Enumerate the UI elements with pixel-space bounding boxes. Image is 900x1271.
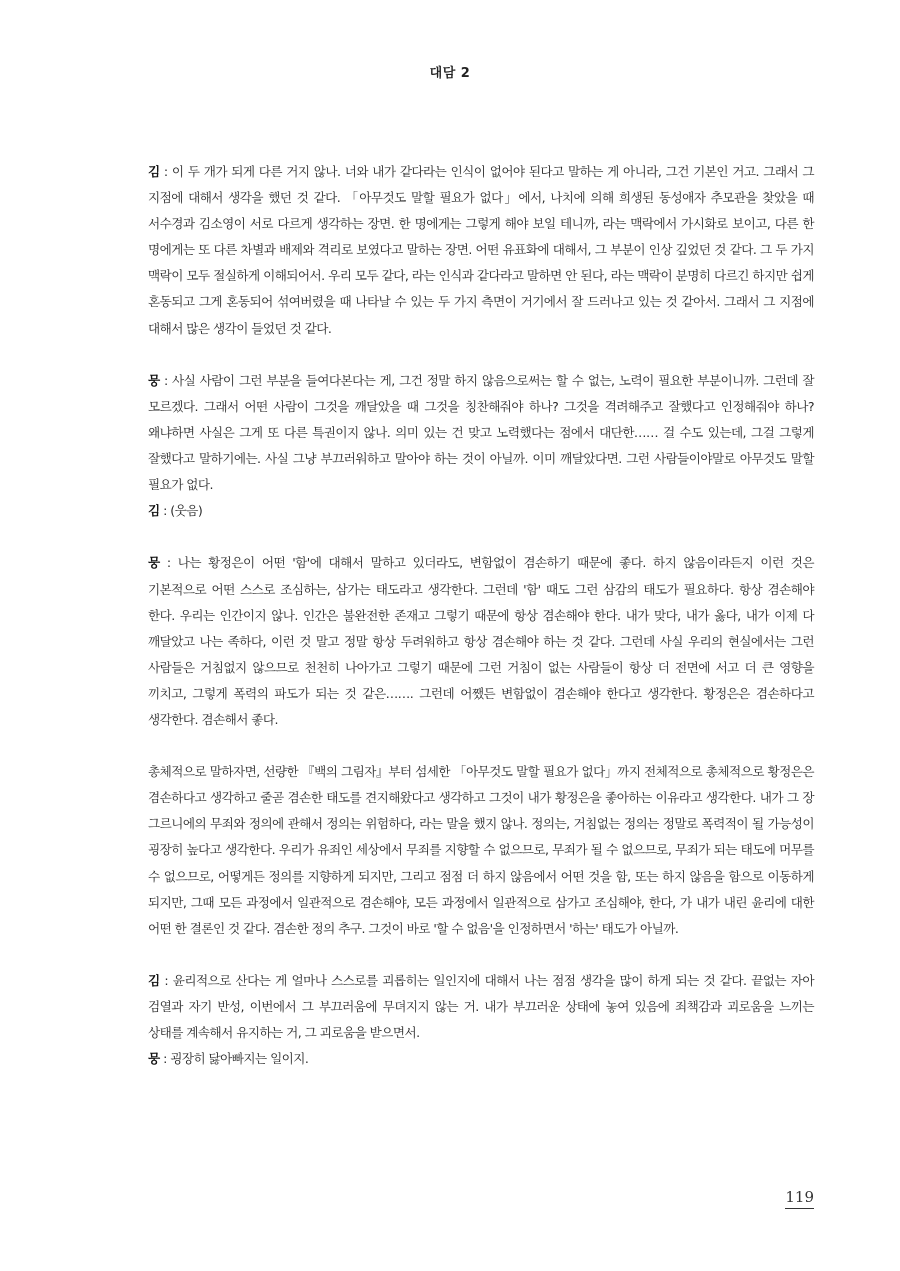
paragraph [148,759,814,942]
speaker-label: 김 [148,972,160,988]
paragraph-text: 이 두 개가 되게 다른 거지 않나. 너와 내가 같다라는 인식이 없어야 된다고 말하는 게 아니라, 그건 기본인 거고. 그래서 그 지점에 대해서 생각을 했던 것 같다. 「아무것도 말할 필요가 없다」에서, 나치에 의해 희생된 동성애자 추모관을 찾았을 때 서수경과 김소영이 서로 다르게 생각하는 장면. 한 명에게는 그렇게 해야 보일 테니까, 라는 맥락에서 가시화로 보이고, 다른 한 명에게는 또 다른 차별과 배제와 격리로 보였다고 말하는 장면. 어떤 유표화에 대해서, 그 부분이 인상 깊었던 것 같다. 그 두 가지 맥락이 모두 절실하게 이해되어서. 우리 모두 같다, 라는 인식과 같다라고 말하면 안 된다, 라는 맥락이 분명히 다르긴 하지만 쉽게 혼동되고 그게 혼동되어 섞여버렸을 때 나타날 수 있는 두 가지 측면이 거기에서 잘 드러나고 있는 것 같아서. 그래서 그 지점에 대해서 많은 생각이 들었던 것 같다. [148,164,814,336]
speaker-label: 김 [148,503,160,519]
paragraph-text: 총체적으로 말하자면, 선량한 『백의 그림자』부터 섬세한 「아무것도 말할 필요가 없다」까지 전체적으로 총체적으로 황정은은 겸손하다고 생각하고 줄곧 겸손한 태도를 견지해왔다고 생각하고 그것이 내가 황정은을 좋아하는 이유라고 생각한다. 내가 그 장 그르니에의 무죄와 정의에 관해서 정의는 위험하다, 라는 말을 했지 않나. 정의는, 거침없는 정의는 정말로 폭력적이 될 가능성이 굉장히 높다고 생각한다. 우리가 유죄인 세상에서 무죄를 지향할 수 없으므로, 무죄가 될 수 없으므로, 무죄가 되는 태도에 머무를 수 없으므로, 어떻게든 정의를 지향하게 되지만, 그리고 점점 더 하지 않음에서 어떤 것을 함, 또는 하지 않음을 함으로 이동하게 되지만, 그때 모든 과정에서 일관적으로 겸손해야, 모든 과정에서 일관적으로 삼가고 조심해야, 한다, 가 내가 내린 윤리에 대한 어떤 한 결론인 것 같다. 겸손한 정의 추구. 그것이 바로 '할 수 없음'을 인정하면서 '하는' 태도가 아닐까. [148,764,814,936]
speaker-separator: : [159,972,173,988]
paragraph-text: 굉장히 닳아빠지는 일이지. [170,1051,309,1067]
speaker-label: 김 [148,164,160,179]
running-head: 대담 2 [429,66,471,81]
paragraph-gap [148,342,814,368]
paragraph-text: 윤리적으로 산다는 게 얼마나 스스로를 괴롭히는 일인지에 대해서 나는 점점 생각을 많이 하게 되는 것 같다. 끝없는 자아 검열과 자기 반성, 이번에서 그 부끄러움에 무뎌지지 않는 거. 내가 부끄러운 상태에 놓여 있음에 죄책감과 괴로움을 느끼는 상태를 계속해서 유지하는 거, 그 괴로움을 받으면서. [148,972,814,1041]
paragraph [148,550,814,733]
speaker-separator: : [159,372,173,388]
interview-body [148,159,814,1072]
paragraph [148,1046,814,1072]
speaker-separator: : [159,1051,171,1067]
paragraph-gap [148,942,814,968]
speaker-label: 뭉 [148,372,160,388]
paragraph-gap [148,733,814,759]
paragraph-text: 나는 황정은이 어떤 '함'에 대해서 말하고 있더라도, 변함없이 겸손하기 때문에 좋다. 하지 않음이라든지 이런 것은 기본적으로 어떤 스스로 조심하는, 삼가는 태도라고 생각한다. 그런데 '함' 때도 그런 삼감의 태도가 필요하다. 항상 겸손해야 한다. 우리는 인간이지 않나. 인간은 불완전한 존재고 그렇기 때문에 항상 겸손해야 한다. 내가 맞다, 내가 옳다, 내가 이제 다 깨달았고 나는 족하다, 이런 것 말고 정말 항상 두려워하고 항상 겸손해야 하는 것 같다. 그런데 사실 우리의 현실에서는 그런 사람들은 거침없지 않으므로 천천히 나아가고 그렇기 때문에 그런 거침이 없는 사람들이 항상 더 전면에 서고 더 큰 영향을 끼치고, 그렇게 폭력의 파도가 되는 것 같은……. 그런데 어쨌든 변함없이 겸손해야 한다고 생각한다. 황정은은 겸손하다고 생각한다. 겸손해서 좋다. [148,555,814,727]
paragraph [148,159,814,342]
speaker-separator: : [159,503,171,519]
speaker-separator: : [159,164,172,179]
paragraph [148,498,814,524]
paragraph-gap [148,524,814,550]
speaker-separator: : [159,555,178,571]
speaker-label: 뭉 [148,555,160,571]
speaker-label: 뭉 [148,1051,160,1067]
paragraph-text: (웃음) [170,503,203,519]
paragraph-text: 사실 사람이 그런 부분을 들여다본다는 게, 그건 정말 하지 않음으로써는 할 수 없는, 노력이 필요한 부분이니까. 그런데 잘 모르겠다. 그래서 어떤 사람이 그것을 깨달았을 때 그것을 칭찬해줘야 하나? 그것을 격려해주고 잘했다고 인정해줘야 하나? 왜냐하면 사실은 그게 또 다른 특권이지 않나. 의미 있는 건 맞고 노력했다는 점에서 대단한…… 걸 수도 있는데, 그걸 그렇게 잘했다고 말하기에는. 사실 그냥 부끄러워하고 말아야 하는 것이 아닐까. 이미 깨달았다면. 그런 사람들이야말로 아무것도 말할 필요가 없다. [148,372,814,493]
paragraph [148,368,814,498]
paragraph [148,968,814,1046]
page-number: 119 [785,1188,814,1209]
